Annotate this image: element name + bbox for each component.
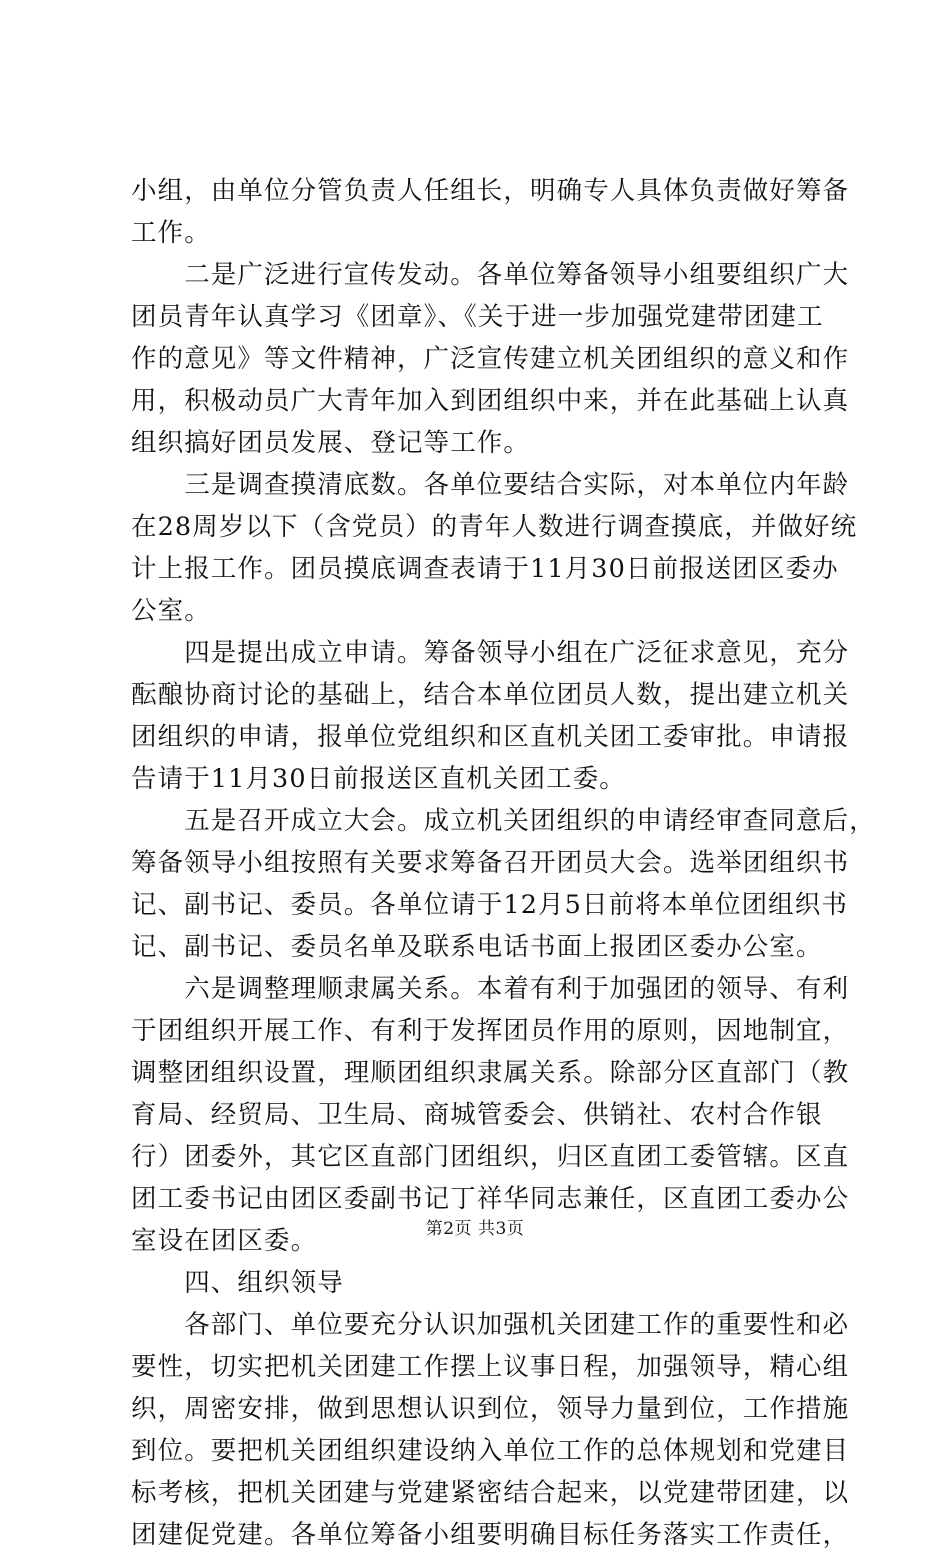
text-line: 用，积极动员广大青年加入到团组织中来，并在此基础上认真 [131, 386, 850, 416]
text-line: 要性，切实把机关团建工作摆上议事日程，加强领导，精心组 [131, 1352, 850, 1382]
text-line: 育局、经贸局、卫生局、商城管委会、供销社、农村合作银 [131, 1100, 823, 1130]
section-heading: 四、组织领导 [131, 1268, 344, 1298]
page-number-footer: 第2页 共3页 [425, 1219, 525, 1239]
text-line: 调整团组织设置，理顺团组织隶属关系。除部分区直部门（教 [131, 1058, 850, 1088]
text-line: 各部门、单位要充分认识加强机关团建工作的重要性和必 [131, 1310, 850, 1340]
text-line: 作的意见》等文件精神，广泛宣传建立机关团组织的意义和作 [131, 344, 850, 374]
text-line: 公室。 [131, 596, 211, 626]
text-line: 告请于11月30日前报送区直机关团工委。 [131, 764, 626, 794]
text-line: 在28周岁以下（含党员）的青年人数进行调查摸底，并做好统 [131, 512, 858, 542]
text-line: 酝酿协商讨论的基础上，结合本单位团员人数，提出建立机关 [131, 680, 850, 710]
text-line: 四是提出成立申请。筹备领导小组在广泛征求意见，充分 [131, 638, 850, 668]
text-line: 于团组织开展工作、有利于发挥团员作用的原则，因地制宜， [131, 1016, 850, 1046]
text-line: 团组织的申请，报单位党组织和区直机关团工委审批。申请报 [131, 722, 850, 752]
text-line: 组织搞好团员发展、登记等工作。 [131, 428, 531, 458]
text-line: 团建促党建。各单位筹备小组要明确目标任务落实工作责任， [131, 1520, 850, 1550]
text-line: 计上报工作。团员摸底调查表请于11月30日前报送团区委办 [131, 554, 839, 584]
text-line: 记、副书记、委员名单及联系电话书面上报团区委办公室。 [131, 932, 823, 962]
text-line: 记、副书记、委员。各单位请于12月5日前将本单位团组织书 [131, 890, 848, 920]
text-line: 工作。 [131, 218, 211, 248]
text-line: 团工委书记由团区委副书记丁祥华同志兼任，区直团工委办公 [131, 1184, 850, 1214]
text-line: 小组，由单位分管负责人任组长，明确专人具体负责做好筹备 [131, 176, 850, 206]
text-line: 六是调整理顺隶属关系。本着有利于加强团的领导、有利 [131, 974, 850, 1004]
text-line: 二是广泛进行宣传发动。各单位筹备领导小组要组织广大 [131, 260, 850, 290]
text-line: 室设在团区委。 [131, 1226, 318, 1256]
text-line: 行）团委外，其它区直部门团组织，归区直团工委管辖。区直 [131, 1142, 850, 1172]
text-line: 到位。要把机关团组织建设纳入单位工作的总体规划和党建目 [131, 1436, 850, 1466]
text-line: 筹备领导小组按照有关要求筹备召开团员大会。选举团组织书 [131, 848, 850, 878]
body-text [131, 170, 876, 1556]
text-line: 三是调查摸清底数。各单位要结合实际，对本单位内年龄 [131, 470, 850, 500]
text-line: 标考核，把机关团建与党建紧密结合起来，以党建带团建，以 [131, 1478, 850, 1508]
text-line: 织，周密安排，做到思想认识到位，领导力量到位，工作措施 [131, 1394, 850, 1424]
text-line: 团员青年认真学习《团章》、《关于进一步加强党建带团建工 [131, 302, 824, 332]
text-line: 五是召开成立大会。成立机关团组织的申请经审查同意后， [131, 806, 876, 836]
